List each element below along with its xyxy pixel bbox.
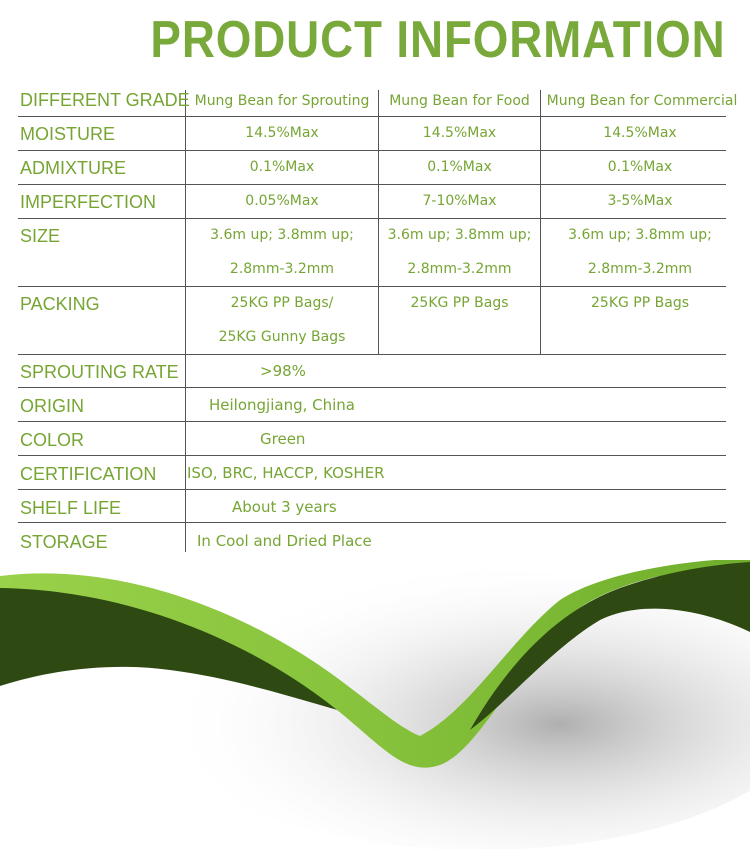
table-cell: 7-10%Max: [422, 193, 497, 209]
row-label-size: SIZE: [20, 226, 61, 246]
table-cell: 3.6m up; 3.8mm up;: [210, 227, 354, 243]
column-header-commercial: Mung Bean for Commercial: [546, 93, 738, 109]
table-cell: 0.1%Max: [427, 159, 492, 175]
table-cell: 14.5%Max: [245, 125, 319, 141]
row-label-packing: PACKING: [20, 294, 100, 314]
row-label-color: COLOR: [20, 430, 85, 450]
origin-value: Heilongjiang, China: [209, 396, 355, 414]
table-cell: 2.8mm-3.2mm: [407, 261, 512, 277]
table-cell: 14.5%Max: [422, 125, 497, 141]
column-header-food: Mung Bean for Food: [389, 93, 530, 109]
table-cell: 0.05%Max: [245, 193, 319, 209]
table-cell: 14.5%Max: [603, 125, 677, 141]
table-cell: 25KG Gunny Bags: [218, 329, 346, 345]
row-label-imperfection: IMPERFECTION: [20, 192, 157, 212]
sprouting-rate-value: >98%: [260, 362, 306, 380]
table-cell: 0.1%Max: [249, 159, 315, 175]
table-cell: 3.6m up; 3.8mm up;: [568, 227, 712, 243]
storage-value: In Cool and Dried Place: [197, 532, 372, 550]
column-header-sprouting: Mung Bean for Sprouting: [194, 93, 370, 109]
row-label-admixture: ADMIXTURE: [20, 158, 127, 178]
row-label-storage: STORAGE: [20, 532, 108, 552]
certification-value: ISO, BRC, HACCP, KOSHER: [187, 464, 385, 482]
table-cell: 3-5%Max: [607, 193, 673, 209]
row-label-moisture: MOISTURE: [20, 124, 116, 144]
color-value: Green: [260, 430, 306, 448]
table-cell: 25KG PP Bags: [591, 295, 689, 311]
decorative-wave: [0, 560, 750, 849]
row-label-certification: CERTIFICATION: [20, 464, 157, 484]
table-cell: 3.6m up; 3.8mm up;: [387, 227, 532, 243]
table-cell: 25KG PP Bags/: [230, 295, 334, 311]
table-cell: 0.1%Max: [607, 159, 673, 175]
row-label-sprouting-rate: SPROUTING RATE: [20, 362, 179, 382]
table-cell: 25KG PP Bags: [410, 295, 509, 311]
shelf-life-value: About 3 years: [232, 498, 337, 516]
row-label-origin: ORIGIN: [20, 396, 85, 416]
table-cell: 2.8mm-3.2mm: [587, 261, 693, 277]
page-title: PRODUCT INFORMATION: [150, 11, 726, 69]
row-label-shelf-life: SHELF LIFE: [20, 498, 122, 518]
header-label: DIFFERENT GRADE: [20, 90, 190, 110]
table-cell: 2.8mm-3.2mm: [229, 261, 335, 277]
